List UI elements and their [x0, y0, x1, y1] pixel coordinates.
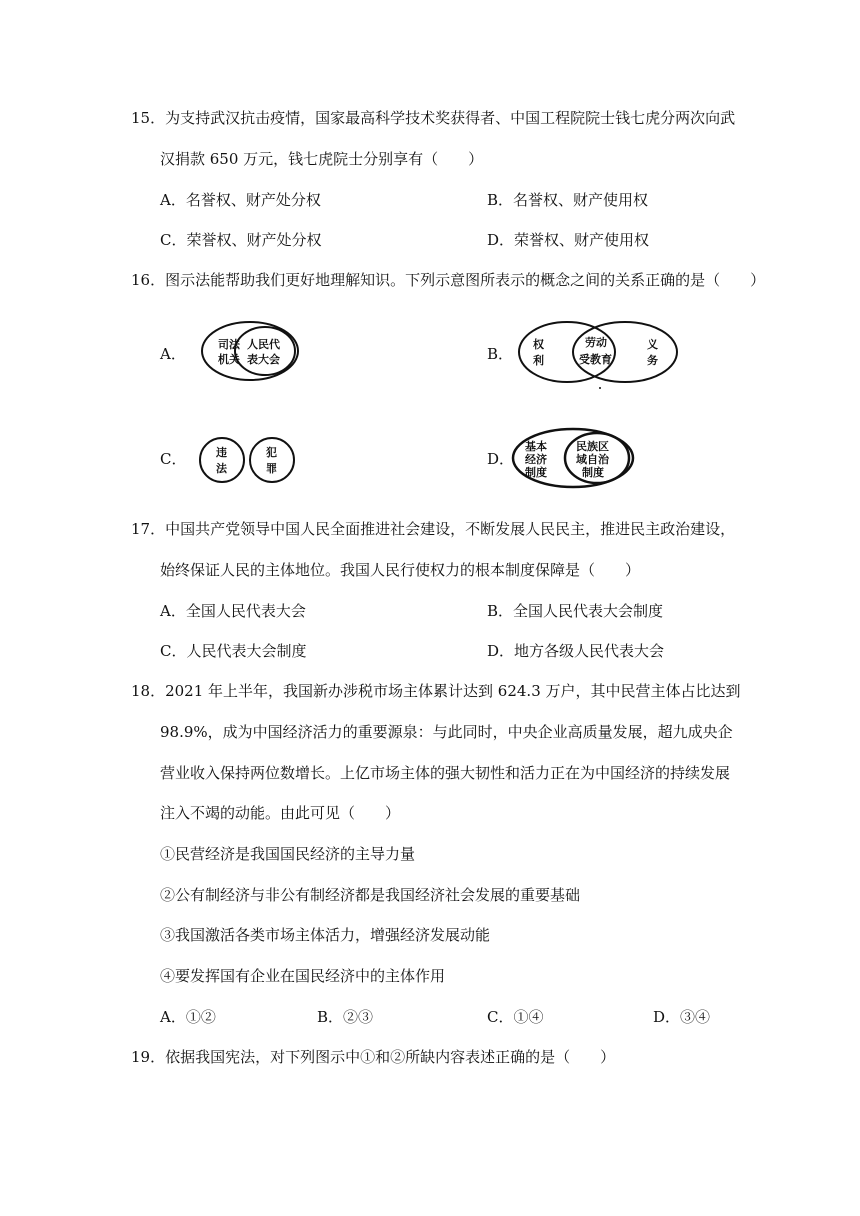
q18-item-4: ④要发挥国有企业在国民经济中的主体作用 — [160, 967, 446, 985]
q15-option-b[interactable]: B．名誉权、财产使用权 — [487, 191, 649, 209]
q15-stem-line2: 汉捐款 650 万元，钱七虎院士分别享有（ ） — [160, 150, 484, 168]
diagram-d-inner-3: 制度 — [582, 466, 604, 479]
diagram-b-right-2: 务 — [647, 354, 658, 367]
q16-option-c-label[interactable]: C． — [160, 450, 187, 468]
q15-option-c[interactable]: C．荣誉权、财产处分权 — [160, 231, 322, 249]
diagram-c-right-2: 罪 — [266, 462, 277, 475]
diagram-c-left-2: 法 — [216, 462, 227, 475]
q16-diagram-b — [513, 318, 683, 390]
diagram-d-outer-3: 制度 — [525, 466, 547, 479]
q18-stem-line1: 18．2021 年上半年，我国新办涉税市场主体累计达到 624.3 万户，其中民营主体占比达到 — [131, 682, 741, 700]
q19-stem: 19．依据我国宪法，对下列图示中①和②所缺内容表述正确的是（ ） — [131, 1048, 616, 1066]
q16-stem: 16．图示法能帮助我们更好地理解知识。下列示意图所表示的概念之间的关系正确的是（ ） — [131, 271, 766, 289]
q17-option-d[interactable]: D．地方各级人民代表大会 — [487, 642, 665, 660]
diagram-a-inner-2: 表大会 — [247, 353, 280, 366]
diagram-c-left-1: 违 — [216, 446, 227, 459]
q18-option-c[interactable]: C．①④ — [487, 1008, 544, 1026]
q17-option-a[interactable]: A．全国人民代表大会 — [160, 602, 306, 620]
q18-stem-line2: 98.9%，成为中国经济活力的重要源泉：与此同时，中央企业高质量发展，超九成央企 — [160, 723, 733, 741]
q15-option-a[interactable]: A．名誉权、财产处分权 — [160, 191, 321, 209]
q17-option-c[interactable]: C．人民代表大会制度 — [160, 642, 307, 660]
q16-diagram-d — [509, 426, 641, 490]
q18-item-2: ②公有制经济与非公有制经济都是我国经济社会发展的重要基础 — [160, 886, 581, 904]
q18-option-b[interactable]: B．②③ — [317, 1008, 374, 1026]
q16-diagram-c — [196, 436, 300, 486]
q16-option-d-label[interactable]: D． — [487, 450, 515, 468]
q15-option-d[interactable]: D．荣誉权、财产使用权 — [487, 231, 650, 249]
q18-stem-line3: 营业收入保持两位数增长。上亿市场主体的强大韧性和活力正在为中国经济的持续发展 — [160, 764, 731, 782]
q18-item-1: ①民营经济是我国国民经济的主导力量 — [160, 845, 416, 863]
q18-option-a[interactable]: A．①② — [160, 1008, 216, 1026]
q18-stem-line4: 注入不竭的动能。由此可见（ ） — [160, 804, 401, 822]
diagram-b-left-1: 权 — [533, 338, 544, 351]
q18-option-d[interactable]: D．③④ — [653, 1008, 711, 1026]
diagram-a-outer-2: 机关 — [218, 353, 240, 366]
q17-option-b[interactable]: B．全国人民代表大会制度 — [487, 602, 664, 620]
diagram-a-outer-1: 司法 — [218, 338, 240, 351]
q16-option-a-label[interactable]: A． — [160, 345, 186, 363]
q17-stem-line2: 始终保证人民的主体地位。我国人民行使权力的根本制度保障是（ ） — [160, 561, 641, 579]
diagram-b-mid-1: 劳动 — [585, 336, 607, 349]
diagram-c-right-1: 犯 — [266, 446, 277, 459]
diagram-b-left-2: 利 — [533, 354, 544, 367]
diagram-d-inner-2: 域自治 — [576, 453, 609, 466]
diagram-d-outer-1: 基本 — [525, 440, 547, 453]
diagram-d-outer-2: 经济 — [525, 453, 547, 466]
diagram-b-mid-2: 受教育 — [579, 353, 612, 366]
diagram-a-inner-1: 人民代 — [247, 338, 280, 351]
q16-option-b-label[interactable]: B． — [487, 345, 514, 363]
q15-stem-line1: 15．为支持武汉抗击疫情，国家最高科学技术奖获得者、中国工程院院士钱七虎分两次向武 — [131, 109, 736, 127]
diagram-d-inner-1: 民族区 — [576, 440, 609, 453]
q18-item-3: ③我国激活各类市场主体活力，增强经济发展动能 — [160, 926, 491, 944]
q17-stem-line1: 17．中国共产党领导中国人民全面推进社会建设，不断发展人民民主，推进民主政治建设， — [131, 520, 736, 538]
diagram-b-right-1: 义 — [647, 338, 658, 351]
q16-diagram-a — [198, 318, 308, 384]
